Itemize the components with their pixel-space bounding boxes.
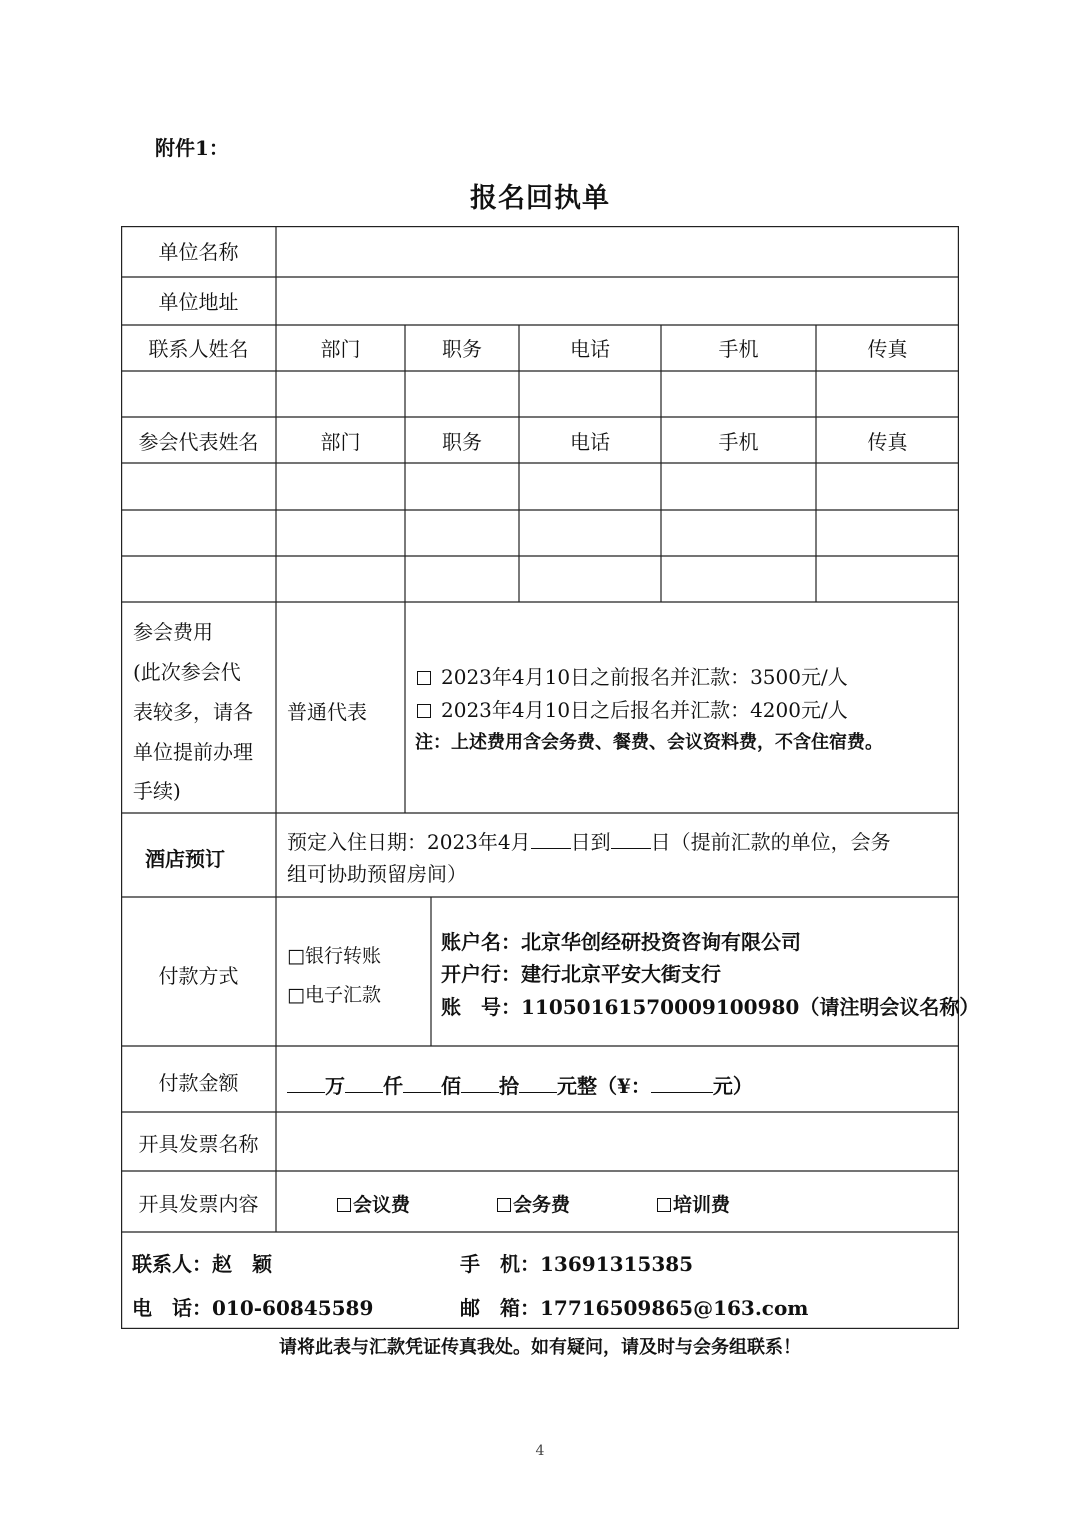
delegate-phone-header: 电话 <box>570 430 610 454</box>
delegate-dept-header: 部门 <box>320 430 361 454</box>
contact-person: 联系人：赵 颖 <box>132 1252 272 1276</box>
fee-label-line-4: 单位提前办理 <box>133 740 253 764</box>
hotel-text-line2: 组可协助预留房间） <box>287 862 467 886</box>
payment-method-label: 付款方式 <box>158 964 239 988</box>
fee-option-after[interactable] <box>417 700 848 720</box>
registration-form-table <box>121 226 980 1329</box>
amount-bai-blank[interactable] <box>403 1074 441 1093</box>
contact-phone: 电 话：010-60845589 <box>132 1296 374 1320</box>
contact-phone-header: 电话 <box>570 337 610 361</box>
contact-dept-header: 部门 <box>320 337 361 361</box>
fee-label-line-5: 手续) <box>133 779 181 803</box>
amount-unit-wan: 万 <box>325 1074 345 1098</box>
page-title: 报名回执单 <box>470 183 610 214</box>
bank-name: 开户行：建行北京平安大街支行 <box>441 962 721 986</box>
hotel-start-day-blank[interactable] <box>531 830 571 849</box>
hotel-checkin-line <box>287 830 891 852</box>
contact-mobile: 手 机：13691315385 <box>460 1252 694 1276</box>
page-number: 4 <box>535 1443 545 1459</box>
amount-unit-qian: 仟 <box>383 1074 403 1098</box>
delegate-position-header: 职务 <box>442 430 482 454</box>
delegate-fax-header: 传真 <box>867 430 908 454</box>
delegate-mobile-header: 手机 <box>718 430 759 454</box>
fee-category: 普通代表 <box>287 700 367 724</box>
hotel-end-day-blank[interactable] <box>611 830 651 849</box>
amount-qian-blank[interactable] <box>345 1074 383 1093</box>
fee-before-checkbox[interactable] <box>417 671 431 685</box>
invoice-meeting-checkbox[interactable] <box>337 1198 351 1212</box>
invoice-content-label: 开具发票内容 <box>138 1192 259 1216</box>
hotel-label: 酒店预订 <box>145 847 225 871</box>
account-name: 账户名：北京华创经研投资咨询有限公司 <box>441 930 801 954</box>
fee-note: 注：上述费用含会务费、餐费、会议资料费，不含住宿费。 <box>415 732 883 753</box>
fee-option-after-text: 2023年4月10日之后报名并汇款：4200元/人 <box>441 698 848 722</box>
unit-address-label: 单位地址 <box>158 290 239 314</box>
invoice-meeting-text: 会议费 <box>353 1194 411 1216</box>
table-grid-lines <box>121 226 959 1329</box>
amount-unit-bai: 佰 <box>441 1074 461 1098</box>
amount-unit-end: 元） <box>712 1074 753 1098</box>
hotel-text-mid: 日到 <box>570 830 611 854</box>
contact-name-label: 联系人姓名 <box>148 337 249 361</box>
amount-shi-blank[interactable] <box>461 1074 499 1093</box>
invoice-service-checkbox[interactable] <box>497 1198 511 1212</box>
account-number: 账 号：11050161570009100980（请注明会议名称） <box>441 995 980 1019</box>
amount-unit-yuan: 元整（¥： <box>557 1074 651 1098</box>
amount-wan-blank[interactable] <box>287 1074 325 1093</box>
invoice-name-label: 开具发票名称 <box>138 1132 259 1156</box>
payment-method-electronic[interactable]: □电子汇款 <box>287 984 381 1006</box>
invoice-option-training[interactable] <box>657 1196 730 1215</box>
fee-option-before[interactable] <box>417 667 848 687</box>
payment-method-bank[interactable]: □银行转账 <box>287 945 381 967</box>
amount-unit-shi: 拾 <box>499 1074 519 1098</box>
invoice-option-meeting[interactable] <box>337 1196 410 1215</box>
fee-label-line-3: 表较多，请各 <box>133 700 253 724</box>
contact-email: 邮 箱：17716509865@163.com <box>460 1296 809 1320</box>
hotel-text-prefix: 预定入住日期：2023年4月 <box>287 830 531 854</box>
contact-mobile-header: 手机 <box>718 337 759 361</box>
payment-amount-label: 付款金额 <box>158 1071 239 1095</box>
fee-label-line-2: (此次参会代 <box>133 660 241 684</box>
amount-total-blank[interactable] <box>651 1074 713 1093</box>
amount-yuan-blank[interactable] <box>519 1074 557 1093</box>
invoice-training-text: 培训费 <box>673 1194 731 1216</box>
attachment-label: 附件1： <box>155 136 229 160</box>
hotel-text-suffix: 日（提前汇款的单位，会务 <box>650 830 891 854</box>
delegate-name-label: 参会代表姓名 <box>138 430 259 454</box>
contact-fax-header: 传真 <box>867 337 908 361</box>
invoice-option-service[interactable] <box>497 1196 570 1215</box>
invoice-training-checkbox[interactable] <box>657 1198 671 1212</box>
fee-after-checkbox[interactable] <box>417 704 431 718</box>
contact-position-header: 职务 <box>442 337 482 361</box>
unit-name-label: 单位名称 <box>158 240 239 264</box>
payment-amount-line <box>287 1074 753 1096</box>
footnote: 请将此表与汇款凭证传真我处。如有疑问，请及时与会务组联系！ <box>279 1337 801 1358</box>
fee-label-line-1: 参会费用 <box>133 620 213 644</box>
invoice-service-text: 会务费 <box>513 1194 571 1216</box>
fee-option-before-text: 2023年4月10日之前报名并汇款：3500元/人 <box>441 665 848 689</box>
